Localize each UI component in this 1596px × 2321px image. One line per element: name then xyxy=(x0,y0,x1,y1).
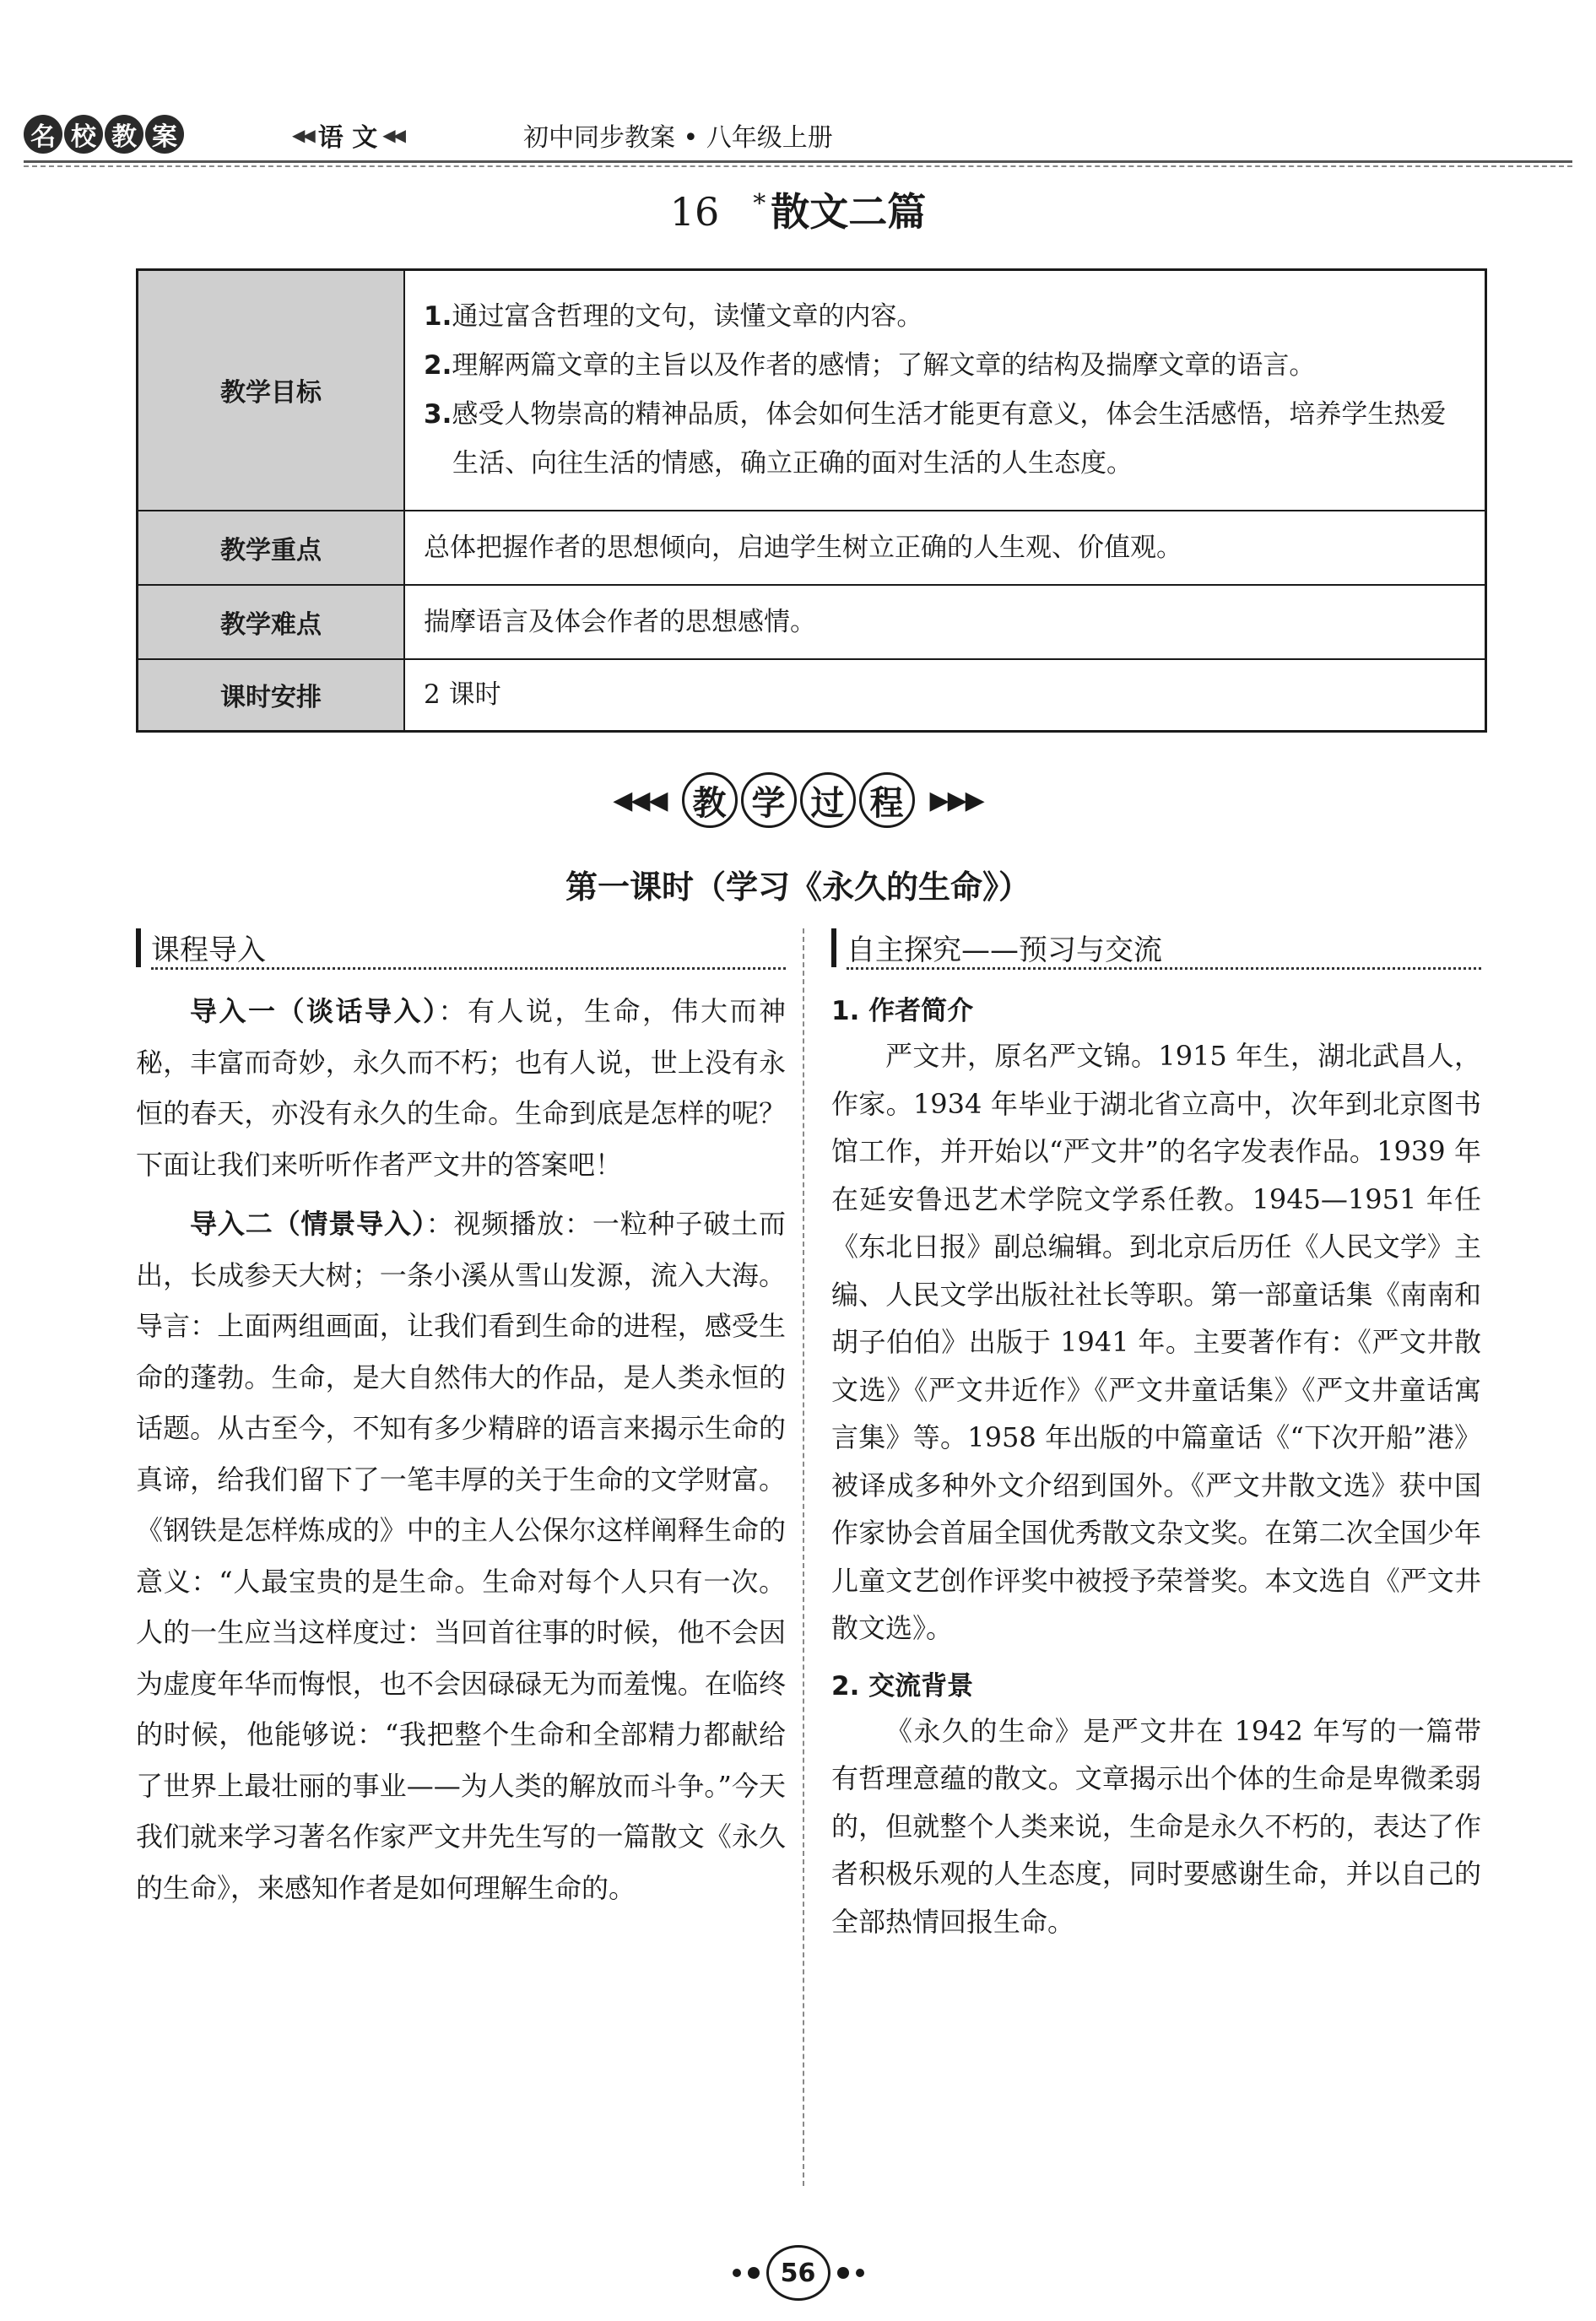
process-banner xyxy=(0,772,1596,828)
heading-rule xyxy=(151,967,786,970)
schedule-content: 2 课时 xyxy=(404,659,1486,732)
banner-char: 学 xyxy=(741,772,797,828)
heading-bar xyxy=(831,928,836,967)
brand-char: 案 xyxy=(145,115,184,154)
banner-char: 程 xyxy=(859,772,915,828)
brand-char: 校 xyxy=(64,115,103,154)
heading-label: 自主探究——预习与交流 xyxy=(847,933,1162,967)
key-content: 总体把握作者的思想倾向，启迪学生树立正确的人生观、价值观。 xyxy=(404,511,1486,585)
double-arrow-icon: ◀◀ xyxy=(382,125,403,145)
banner-char: 过 xyxy=(800,772,856,828)
header-rule xyxy=(24,160,1572,163)
subject-text: 语 文 xyxy=(317,123,378,153)
difficult-content: 揣摩语言及体会作者的思想感情。 xyxy=(404,585,1486,659)
section-heading xyxy=(136,922,786,977)
right-arrows-icon: ▶▶▶ xyxy=(929,785,983,815)
page-header xyxy=(24,110,1572,160)
goal-item: 3.感受人物崇高的精神品质，体会如何生活才能更有意义，体会生活感悟，培养学生热爱生活、向往生活的情感，确立正确的面对生活的人生态度。 xyxy=(424,399,1447,479)
dot-ornament xyxy=(733,2269,741,2277)
subject-label xyxy=(292,116,403,154)
period-title: 第一课时（学习《永久的生命》） xyxy=(565,868,1031,906)
dot-ornament xyxy=(837,2267,849,2279)
heading-bar xyxy=(136,928,141,967)
banner-char: 教 xyxy=(682,772,738,828)
double-arrow-icon: ◀◀ xyxy=(292,125,313,145)
page-number-value: 56 xyxy=(766,2245,830,2301)
brand-char: 教 xyxy=(105,115,143,154)
banner-word xyxy=(682,772,915,828)
right-column xyxy=(831,922,1481,1945)
brand-logo xyxy=(24,115,186,154)
brand-char: 名 xyxy=(24,115,62,154)
table-row xyxy=(138,585,1486,659)
heading-rule xyxy=(847,967,1481,970)
goals-label: 教学目标 xyxy=(138,270,405,511)
schedule-label: 课时安排 xyxy=(138,659,405,732)
column-divider xyxy=(803,928,804,2186)
page-number xyxy=(0,2245,1596,2301)
left-arrows-icon: ◀◀◀ xyxy=(613,785,667,815)
dot-ornament xyxy=(748,2267,760,2279)
table-row xyxy=(138,659,1486,732)
difficult-label: 教学难点 xyxy=(138,585,405,659)
series-title: 初中同步教案 • 八年级上册 xyxy=(523,123,833,153)
author-intro-text: 严文井，原名严文锦。1915 年生，湖北武昌人，作家。1934 年毕业于湖北省立高中，次年到北京图书馆工作，并开始以“严文井”的名字发表作品。1939 年在延安鲁迅艺术学院文学系任教。1945—1951 年任《东北日报》副总编辑。到北京后历任《人民文学》主编、人民文学出版社社长等职。第一部童话集《南南和胡子伯伯》出版于 1941 年。主要著作有：《严文井散文选》《严文井近作》《严文井童话集》《严文井童话寓言集》等。1958 年出版的中篇童话《“下次开船”港》被译成多种外文介绍到国外。《严文井散文选》获中国作家协会首届全国优秀散文杂文奖。在第二次全国少年儿童文艺创作评奖中被授予荣誉奖。本文选自《严文井散文选》。 xyxy=(831,1040,1481,1644)
goals-content xyxy=(404,270,1486,511)
author-intro-title: 1. 作者简介 xyxy=(831,996,974,1026)
lesson-title xyxy=(0,181,1596,237)
goal-item: 1.通过富含哲理的文句，读懂文章的内容。 xyxy=(424,301,923,333)
intro-paragraph-2: 导入二（情景导入）：视频播放：一粒种子破土而出，长成参天大树；一条小溪从雪山发源，流入大海。导言：上面两组画面，让我们看到生命的进程，感受生命的蓬勃。生命，是大自然伟大的作品，是人类永恒的话题。从古至今，不知有多少精辟的语言来揭示生命的真谛，给我们留下了一笔丰厚的关于生命的文学财富。《钢铁是怎样炼成的》中的主人公保尔这样阐释生命的意义：“人最宝贵的是生命。生命对每个人只有一次。人的一生应当这样度过：当回首往事的时候，他不会因为虚度年华而悔恨，也不会因碌碌无为而羞愧。在临终的时候，他能够说：“我把整个生命和全部精力都献给了世界上最壮丽的事业——为人类的解放而斗争。”今天我们就来学习著名作家严文井先生写的一篇散文《永久的生命》，来感知作者是如何理解生命的。 xyxy=(136,1208,786,1904)
table-row xyxy=(138,270,1486,511)
lesson-name: 散文二篇 xyxy=(771,189,927,235)
left-column xyxy=(136,922,786,1913)
heading-label: 课程导入 xyxy=(151,933,266,967)
intro-paragraph-1: 导入一（谈话导入）：有人说，生命，伟大而神秘，丰富而奇妙，永久而不朽；也有人说，世上没有永恒的春天，亦没有永久的生命。生命到底是怎样的呢？下面让我们来听听作者严文井的答案吧！ xyxy=(136,995,786,1181)
section-heading xyxy=(831,922,1481,977)
goal-item: 2.理解两篇文章的主旨以及作者的感情；了解文章的结构及揣摩文章的语言。 xyxy=(424,350,1316,381)
optional-star: * xyxy=(753,188,766,219)
background-text: 《永久的生命》是严文井在 1942 年写的一篇带有哲理意蕴的散文。文章揭示出个体的生命是卑微柔弱的，但就整个人类来说，生命是永久不朽的，表达了作者积极乐观的人生态度，同时要感谢生命，并以自己的全部热情回报生命。 xyxy=(831,1714,1481,1938)
dot-ornament xyxy=(856,2269,864,2277)
objectives-table xyxy=(136,268,1487,733)
header-dashed-rule xyxy=(24,165,1572,167)
lesson-number: 16 xyxy=(669,189,720,235)
table-row xyxy=(138,511,1486,585)
background-title: 2. 交流背景 xyxy=(831,1670,974,1702)
key-label: 教学重点 xyxy=(138,511,405,585)
